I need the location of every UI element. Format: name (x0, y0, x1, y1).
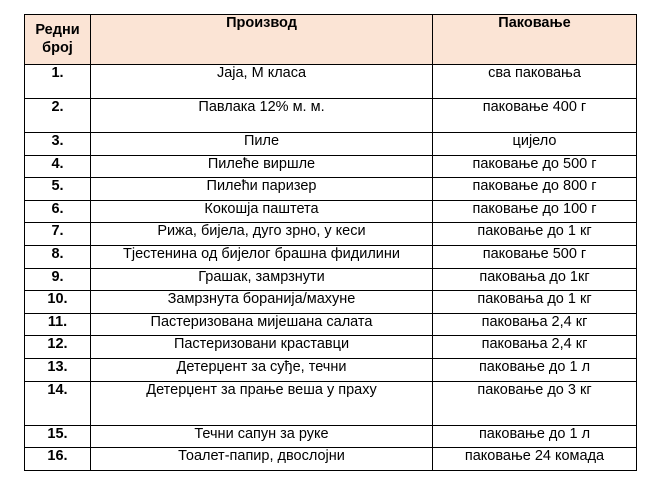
row-product: Пастеризовани краставци (91, 336, 433, 359)
table-row (25, 133, 637, 156)
header-number: Редни број (25, 15, 91, 65)
row-packaging: паковања 2,4 кг (433, 313, 637, 336)
row-number: 6. (25, 200, 91, 223)
row-number: 4. (25, 155, 91, 178)
table-row (25, 245, 637, 268)
table-row (25, 65, 637, 99)
row-packaging: паковање до 1 л (433, 425, 637, 448)
table-row (25, 425, 637, 448)
table-row (25, 291, 637, 314)
table-row (25, 381, 637, 425)
row-number: 5. (25, 178, 91, 201)
table-row (25, 336, 637, 359)
row-product: Павлака 12% м. м. (91, 99, 433, 133)
row-packaging: паковање до 500 г (433, 155, 637, 178)
table-row (25, 358, 637, 381)
row-number: 12. (25, 336, 91, 359)
row-packaging: паковање до 100 г (433, 200, 637, 223)
row-packaging: сва паковања (433, 65, 637, 99)
row-number: 11. (25, 313, 91, 336)
table-row (25, 448, 637, 471)
row-product: Јаја, М класа (91, 65, 433, 99)
table-row (25, 313, 637, 336)
row-number: 7. (25, 223, 91, 246)
row-packaging: паковања до 1кг (433, 268, 637, 291)
row-number: 8. (25, 245, 91, 268)
row-number: 10. (25, 291, 91, 314)
table-header-row (25, 15, 637, 65)
row-product: Детерџент за прање веша у праху (91, 381, 433, 425)
row-number: 1. (25, 65, 91, 99)
row-packaging: паковање 400 г (433, 99, 637, 133)
row-product: Пилеће виршле (91, 155, 433, 178)
header-product: Производ (91, 15, 433, 65)
row-packaging: паковање до 800 г (433, 178, 637, 201)
row-product: Пиле (91, 133, 433, 156)
row-product: Тјестенина од бијелог брашна фидилини (91, 245, 433, 268)
header-packaging: Паковање (433, 15, 637, 65)
table-row (25, 223, 637, 246)
row-packaging: паковање до 1 л (433, 358, 637, 381)
row-product: Замрзнута боранија/махуне (91, 291, 433, 314)
row-product: Грашак, замрзнути (91, 268, 433, 291)
row-number: 15. (25, 425, 91, 448)
row-packaging: паковање до 1 кг (433, 223, 637, 246)
row-number: 16. (25, 448, 91, 471)
products-table (24, 14, 637, 471)
row-product: Течни сапун за руке (91, 425, 433, 448)
row-number: 13. (25, 358, 91, 381)
row-product: Пастеризована мијешана салата (91, 313, 433, 336)
table-row (25, 155, 637, 178)
table-row (25, 178, 637, 201)
table-row (25, 99, 637, 133)
table-row (25, 200, 637, 223)
row-number: 9. (25, 268, 91, 291)
row-product: Детерџент за суђе, течни (91, 358, 433, 381)
row-packaging: паковање до 3 кг (433, 381, 637, 425)
row-product: Кокошја паштета (91, 200, 433, 223)
row-packaging: паковање 500 г (433, 245, 637, 268)
row-packaging: паковање 24 комада (433, 448, 637, 471)
row-product: Тоалет-папир, двослојни (91, 448, 433, 471)
row-packaging: паковања до 1 кг (433, 291, 637, 314)
table-row (25, 268, 637, 291)
row-number: 14. (25, 381, 91, 425)
row-packaging: паковања 2,4 кг (433, 336, 637, 359)
row-number: 2. (25, 99, 91, 133)
row-number: 3. (25, 133, 91, 156)
row-packaging: цијело (433, 133, 637, 156)
row-product: Рижа, бијела, дуго зрно, у кеси (91, 223, 433, 246)
row-product: Пилећи паризер (91, 178, 433, 201)
